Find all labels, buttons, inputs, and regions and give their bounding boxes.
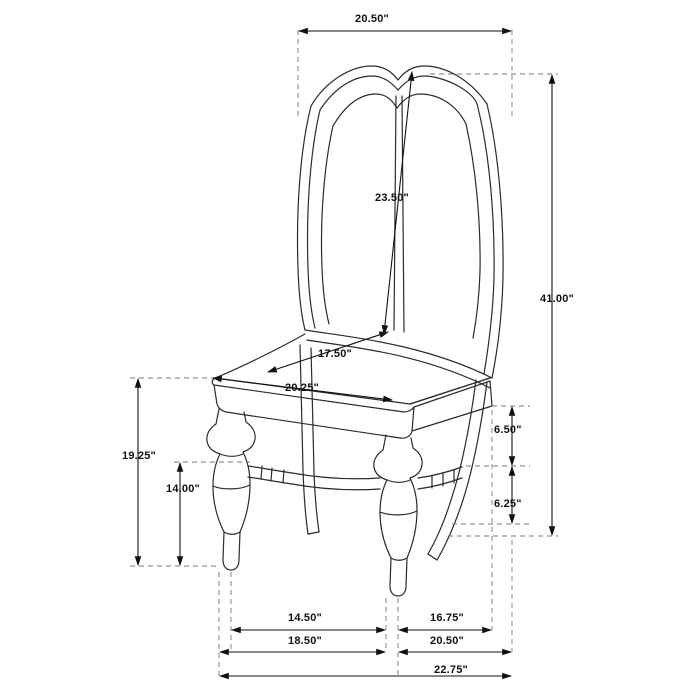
dimension-label-side-span: 16.75": [430, 612, 464, 624]
dimension-label-seat-height-left: 19.25": [122, 450, 156, 462]
dimension-label-top-width: 20.50": [355, 13, 389, 25]
dimension-label-front-leg-span: 14.50": [288, 612, 322, 624]
dimension-label-stretcher-to-floor: 6.25": [494, 498, 522, 510]
dimension-label-seat-depth: 17.50": [318, 348, 352, 360]
dimension-label-overall-depth: 22.75": [434, 664, 468, 676]
dimension-label-overall-height: 41.00": [540, 293, 574, 305]
dimension-label-stretcher-height: 14.00": [166, 483, 200, 495]
dimension-label-seat-to-stretcher: 6.50": [494, 424, 522, 436]
chair-illustration: [207, 66, 503, 596]
dimension-label-base-width-inner: 18.50": [288, 635, 322, 647]
dimension-label-seat-width: 20.25": [285, 382, 319, 394]
dimension-label-base-depth: 20.50": [430, 635, 464, 647]
dimension-label-back-height-diagonal: 23.50": [375, 192, 409, 204]
